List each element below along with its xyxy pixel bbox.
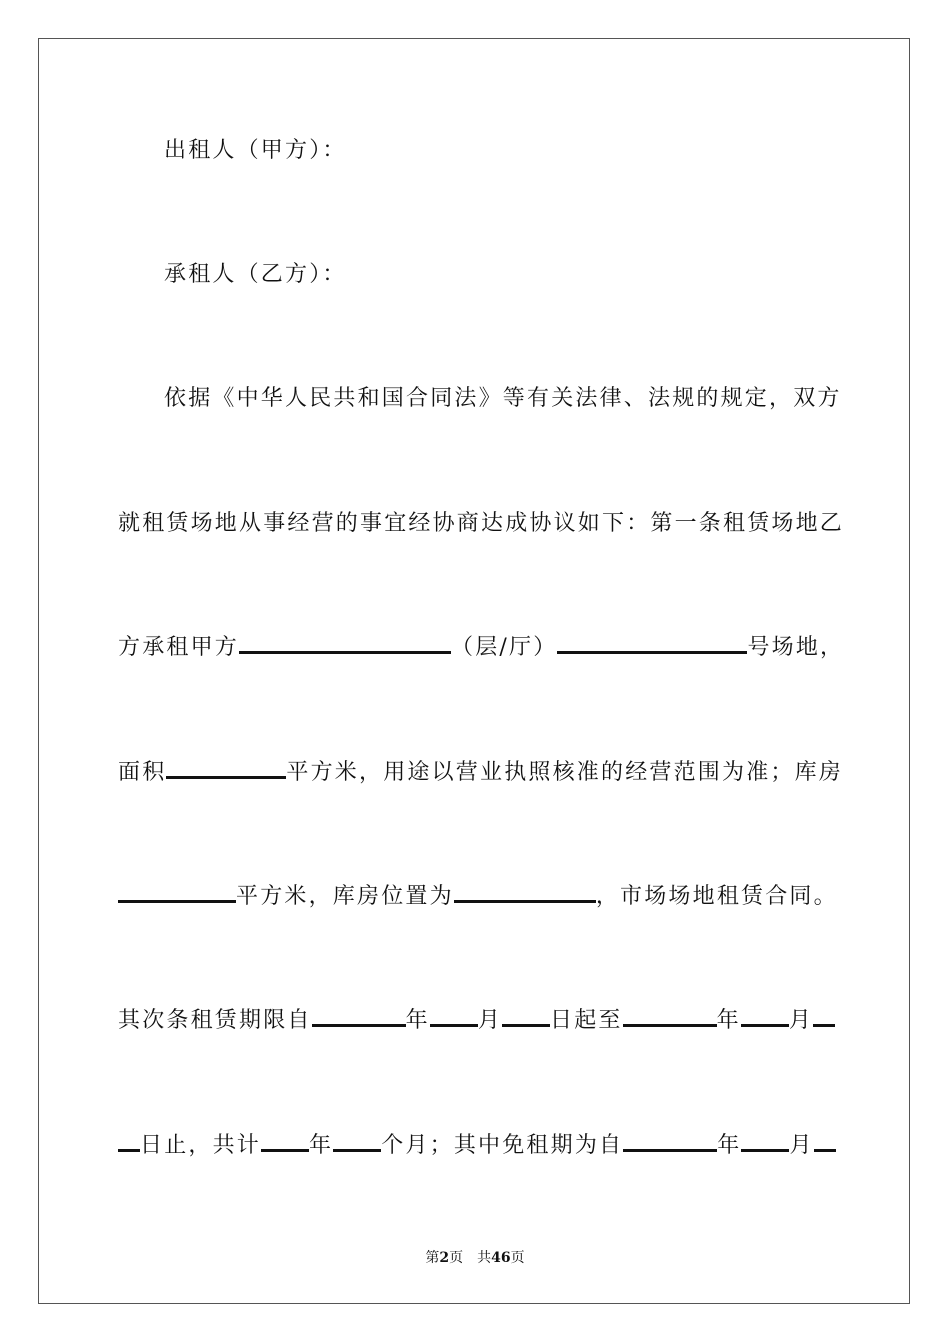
text-span: 月 <box>789 1133 814 1158</box>
blank-end-day-cont[interactable] <box>118 1131 140 1152</box>
text-span: 号场地， <box>747 635 845 660</box>
paragraph-line-2 <box>118 509 845 539</box>
text-span: 就租赁场地从事经营的事宜经协商达成协议如下：第一条租赁场地乙 <box>118 511 845 536</box>
text-span: 方承租甲方 <box>118 635 240 660</box>
text-span: 月 <box>477 1008 503 1033</box>
paragraph-line-3 <box>118 633 845 663</box>
blank-total-months[interactable] <box>333 1131 381 1152</box>
blank-total-years[interactable] <box>261 1131 309 1152</box>
page-border <box>38 38 910 1304</box>
paragraph-line-5 <box>118 882 838 912</box>
blank-site-number[interactable] <box>557 633 747 654</box>
blank-start-month[interactable] <box>430 1006 478 1027</box>
page-footer <box>0 1247 950 1267</box>
text-span: 年 <box>716 1008 741 1033</box>
blank-end-year[interactable] <box>623 1006 717 1027</box>
current-page-number: 2 <box>439 1250 450 1266</box>
blank-end-day-start[interactable] <box>813 1006 835 1027</box>
text-span: 个月；其中免租期为自 <box>381 1133 624 1158</box>
footer-text: 第 <box>425 1250 440 1266</box>
blank-floor[interactable] <box>239 633 451 654</box>
paragraph-line-1 <box>164 384 884 414</box>
lessor-label: 出租人（甲方）： <box>164 138 347 163</box>
text-span: 月 <box>788 1008 814 1033</box>
text-span: ，市场场地租赁合同。 <box>595 884 838 909</box>
blank-free-year[interactable] <box>623 1131 717 1152</box>
lessee-label: 承租人（乙方）： <box>164 262 347 287</box>
text-span: 年 <box>717 1133 742 1158</box>
blank-warehouse-location[interactable] <box>454 882 596 903</box>
text-span: 平方米，用途以营业执照核准的经营范围为准；库房 <box>286 760 844 785</box>
blank-warehouse-area[interactable] <box>118 882 236 903</box>
lessor-line <box>164 136 884 166</box>
text-span: 平方米，库房位置为 <box>236 884 454 909</box>
text-span: 其次条租赁期限自 <box>118 1008 312 1033</box>
blank-start-day[interactable] <box>502 1006 550 1027</box>
blank-end-month[interactable] <box>741 1006 789 1027</box>
text-span: 面积 <box>118 760 167 785</box>
paragraph-line-6 <box>118 1006 838 1036</box>
text-span: 年 <box>405 1008 430 1033</box>
text-span: （层/厅） <box>451 635 558 660</box>
footer-text: 页 <box>510 1250 525 1266</box>
footer-text: 页 共 <box>449 1250 492 1266</box>
text-span: 日止，共计 <box>140 1133 262 1158</box>
lessee-line <box>164 260 884 290</box>
paragraph-line-7 <box>118 1131 838 1161</box>
blank-area[interactable] <box>166 758 286 779</box>
blank-start-year[interactable] <box>312 1006 406 1027</box>
text-span: 年 <box>309 1133 334 1158</box>
blank-free-month[interactable] <box>741 1131 789 1152</box>
blank-free-day-start[interactable] <box>814 1131 836 1152</box>
text-span: 日起至 <box>550 1008 623 1033</box>
paragraph-line-4 <box>118 758 844 788</box>
text-span: 依据《中华人民共和国合同法》等有关法律、法规的规定，双方 <box>164 386 842 411</box>
total-pages-number: 46 <box>491 1250 511 1266</box>
